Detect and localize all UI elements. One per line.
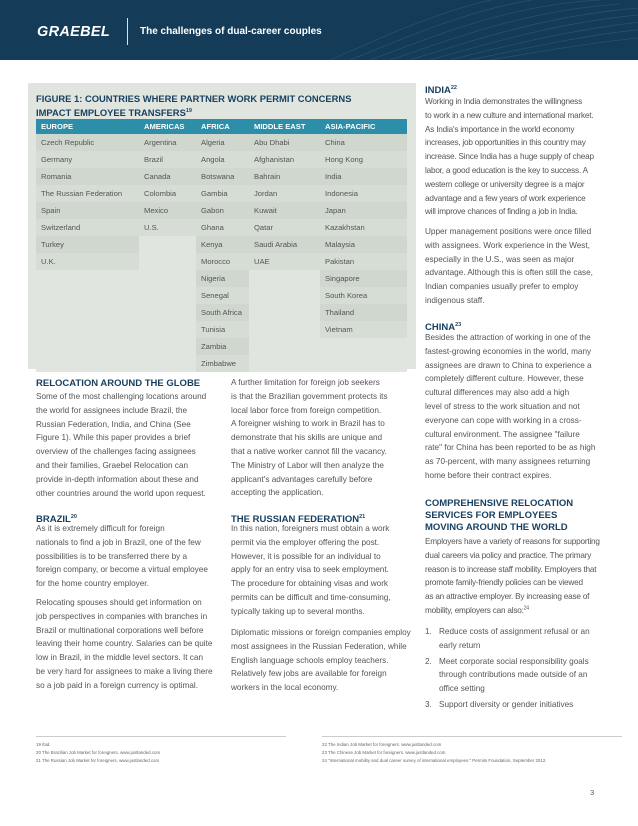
- text-line: reason is to increase staff mobility. Employers that: [425, 564, 597, 574]
- column-header-americas: AMERICAS: [144, 122, 185, 131]
- table-cell: [249, 355, 320, 372]
- text-line: possibilities is to be transferred there by a: [36, 551, 188, 561]
- text-line: rate" for China has been reported to be as high: [425, 443, 596, 453]
- table-cell: [139, 355, 196, 372]
- table-cell: Bahrain: [254, 172, 281, 181]
- text-line: level of stress to the work situation and not: [425, 401, 580, 411]
- table-cell: U.K.: [41, 257, 56, 266]
- column-header-africa: AFRICA: [201, 122, 230, 131]
- text-line: everyone can cope with working in a cross-: [425, 415, 582, 425]
- table-cell: UAE: [254, 257, 270, 266]
- table-cell: [139, 270, 196, 287]
- text-line: applicant's advantages carefully before: [231, 474, 373, 484]
- text-line: fastest-growing economies in the world, many: [425, 346, 592, 356]
- table-cell: Tunisia: [201, 325, 226, 334]
- table-cell: [249, 338, 320, 355]
- table-cell: Romania: [41, 172, 72, 181]
- text-line: will improve chances of finding a job in India.: [425, 207, 578, 217]
- text-line: Working in India demonstrates the willingness: [425, 97, 582, 106]
- table-cell: Malaysia: [325, 240, 355, 249]
- table-cell: Morocco: [201, 257, 231, 266]
- table-cell: [36, 338, 139, 355]
- text-line: through contributions made outside of an: [439, 670, 588, 680]
- list-item-text: [439, 655, 589, 696]
- india-paragraph-2: [425, 225, 620, 308]
- brazil-paragraph-2: [36, 596, 226, 693]
- table-cell: Algeria: [201, 138, 225, 147]
- text-line: and their families, Graebel Relocation can: [36, 460, 189, 470]
- text-line: Indian companies usually prefer to employ: [425, 282, 579, 292]
- table-cell: [36, 321, 139, 338]
- text-line: nationals to find a job in Brazil, one of the few: [36, 537, 201, 547]
- text-line: leaving their home country. Salaries can be quite: [36, 639, 213, 649]
- text-line: other countries around the world upon request.: [36, 488, 206, 498]
- comprehensive-paragraph: [425, 535, 620, 618]
- text-line: The procedure for obtaining visas and work: [231, 579, 389, 589]
- text-line: especially in the U.S., was seen as major: [425, 254, 575, 264]
- text-line: SERVICES FOR EMPLOYEES: [425, 510, 558, 521]
- list-item: [425, 655, 615, 696]
- column-header-asia-pacific: ASIA-PACIFIC: [325, 122, 376, 131]
- table-cell: Colombia: [144, 189, 177, 198]
- table-cell: Kuwait: [254, 206, 277, 215]
- text-line: Diplomatic missions or foreign companies employ: [231, 628, 411, 637]
- india-paragraph-1: [425, 95, 620, 219]
- table-row: [36, 338, 407, 355]
- brazil-paragraph-1: [36, 522, 226, 591]
- text-line: home before their contract expires.: [425, 470, 552, 480]
- text-line: as 70-percent, with many assignees returning: [425, 457, 591, 467]
- table-cell: Zimbabwe: [201, 359, 237, 368]
- text-line: English language schools employ teachers.: [231, 655, 389, 665]
- text-line: overview of the challenges facing assignees: [36, 447, 196, 457]
- text-line: permit via the employer offering the post.: [231, 537, 380, 547]
- text-line: Some of the most challenging locations around: [36, 392, 207, 401]
- list-item-text: [439, 698, 573, 712]
- table-cell: [36, 270, 139, 287]
- table-row: [36, 134, 407, 151]
- table-row: [36, 321, 407, 338]
- figure-1-title: FIGURE 1: COUNTRIES WHERE PARTNER WORK PERMIT CONCERNS IMPACT EMPLOYEE TRANSFERS$^{19}$: [36, 93, 352, 119]
- list-item-text: [439, 625, 590, 653]
- footnote-rule-right: [322, 736, 622, 737]
- text-line: mobility, employers can also:: [425, 605, 524, 615]
- table-cell: Kazakhstan: [325, 223, 365, 232]
- text-line: low in Brazil, in the middle level sectors. It can: [36, 653, 204, 663]
- text-line: promote family-friendly policies can be viewed: [425, 578, 583, 588]
- table-row: [36, 270, 407, 287]
- table-cell: Kenya: [201, 240, 223, 249]
- text-line: As it is extremely difficult for foreign: [36, 524, 165, 533]
- text-line: office setting: [439, 684, 485, 694]
- text-line: A foreigner wishing to work in Brazil has to: [231, 419, 385, 429]
- footnotes-right: [322, 741, 546, 765]
- table-cell: Senegal: [201, 291, 229, 300]
- text-line: 22 The Indian Job Market for foreigners. www.justlanded.com: [322, 742, 442, 747]
- table-cell: [139, 236, 196, 253]
- text-line: assignees are drawn to China to experience a: [425, 360, 592, 370]
- column-header-europe: EUROPE: [41, 122, 74, 131]
- text-line: A further limitation for foreign job seekers: [231, 378, 380, 387]
- text-line: Relatively few jobs are available for foreign: [231, 669, 387, 679]
- table-row: [36, 355, 407, 372]
- table-cell: Gambia: [201, 189, 228, 198]
- table-row: [36, 219, 407, 236]
- table-row: [36, 236, 407, 253]
- text-line: advantage. Although this is often still the case,: [425, 268, 593, 278]
- table-cell: Angola: [201, 155, 225, 164]
- text-line: Employers have a variety of reasons for supporting: [425, 537, 600, 546]
- text-line: be very hard for assignees to make a living there: [36, 666, 213, 676]
- text-line: western college or university degree is a major: [425, 179, 585, 189]
- text-line: early return: [439, 640, 481, 650]
- column-header-middle-east: MIDDLE EAST: [254, 122, 306, 131]
- text-line: Meet corporate social responsibility goals: [439, 656, 589, 666]
- text-line: for the home country employer.: [36, 579, 149, 589]
- table-cell: South Africa: [201, 308, 242, 317]
- heading-brazil: BRAZIL$^{20}$: [36, 514, 77, 526]
- text-line: dual careers via policy and practice. The primary: [425, 550, 592, 560]
- heading-comprehensive-relocation: [425, 498, 573, 534]
- table-cell: [139, 253, 196, 270]
- table-cell: Ghana: [201, 223, 224, 232]
- table-cell: India: [325, 172, 342, 181]
- table-cell: Singapore: [325, 274, 360, 283]
- text-line: increases, job opportunities in this country may: [425, 138, 586, 148]
- text-line: the world for assignees include Brazil, the: [36, 405, 188, 415]
- table-cell: Gabon: [201, 206, 224, 215]
- table-cell: Afghanistan: [254, 155, 295, 164]
- list-item-number: 3.: [425, 699, 432, 709]
- text-line: permits can be difficult and time-consuming,: [231, 592, 391, 602]
- page-header: [0, 0, 638, 60]
- list-item-number: 1.: [425, 627, 432, 636]
- table-cell: Turkey: [41, 240, 64, 249]
- list-item: [425, 698, 615, 712]
- russia-paragraph-2: [231, 626, 421, 695]
- brazil-limitation-paragraph: [231, 376, 421, 500]
- text-line: accepting the application.: [231, 488, 324, 498]
- table-cell: Qatar: [254, 223, 273, 232]
- table-cell: China: [325, 138, 345, 147]
- text-line: indigenous staff.: [425, 295, 485, 305]
- table-row: [36, 304, 407, 321]
- table-cell: Mexico: [144, 206, 169, 215]
- employer-benefits-list: [425, 625, 615, 714]
- table-cell: Spain: [41, 206, 61, 215]
- table-cell: Argentina: [144, 138, 177, 147]
- table-cell: [249, 287, 320, 304]
- country-table-body: [36, 134, 407, 372]
- table-cell: Pakistan: [325, 257, 355, 266]
- text-line: 21 The Russian Job Market for foreigners. www.justlanded.com: [36, 758, 160, 763]
- footnote-rule-left: [36, 736, 286, 737]
- table-row: [36, 202, 407, 219]
- table-cell: The Russian Federation: [41, 189, 123, 198]
- text-line: that a native worker cannot fill the vacancy.: [231, 446, 387, 456]
- text-line: Relocating spouses should get information on: [36, 598, 202, 607]
- text-line: demonstrate that his skills are unique and: [231, 433, 383, 443]
- table-row: [36, 253, 407, 270]
- list-item: [425, 625, 615, 653]
- text-line: job perspectives in companies with branches in: [36, 611, 208, 621]
- table-cell: Germany: [41, 155, 73, 164]
- text-line: cultural differences may also add a high: [425, 388, 570, 398]
- text-line: Support diversity or gender initiatives: [439, 699, 574, 709]
- table-cell: Botswana: [201, 172, 235, 181]
- footnotes-left: [36, 741, 160, 765]
- text-line: 24 "International mobility and dual career survey of international employees." Permits Foundation, September 2012.: [322, 758, 547, 763]
- text-line: advantage and a few years of work experience: [425, 193, 586, 203]
- text-line: as an attractive employer. By increasing ease of: [425, 592, 590, 602]
- text-line: labor, a good education is the key to success. A: [425, 165, 588, 175]
- text-line: Russian Federation, India, and China (See: [36, 419, 191, 429]
- table-cell: Nigeria: [201, 274, 226, 283]
- heading-relocation-around-globe: RELOCATION AROUND THE GLOBE: [36, 378, 201, 389]
- text-line: typically taking up to several months.: [231, 606, 365, 616]
- text-line: The Ministry of Labor will then analyze the: [231, 460, 384, 470]
- heading-russian-federation: THE RUSSIAN FEDERATION$^{21}$: [231, 514, 366, 526]
- table-cell: Canada: [144, 172, 171, 181]
- table-cell: [320, 338, 407, 355]
- table-row: [36, 151, 407, 168]
- text-line: workers in the local economy.: [231, 683, 339, 693]
- table-cell: Hong Kong: [325, 155, 363, 164]
- table-cell: Zambia: [201, 342, 227, 351]
- text-line: 19 Ibid.: [36, 742, 51, 747]
- table-cell: Brazil: [144, 155, 163, 164]
- list-item-number: 2.: [425, 656, 432, 666]
- text-line: Reduce costs of assignment refusal or an: [439, 627, 590, 636]
- text-line: cultural environment. The assignee "failure: [425, 429, 580, 439]
- heading-china: CHINA$^{23}$: [425, 322, 462, 334]
- table-cell: [139, 304, 196, 321]
- russia-paragraph-1: [231, 522, 421, 619]
- text-line: is that the Brazilian government protects its: [231, 391, 388, 401]
- text-line: foreign company, or become a virtual employee: [36, 565, 208, 575]
- text-line: However, it is possible for an individual to: [231, 551, 381, 561]
- table-cell: [249, 304, 320, 321]
- text-line: As India's importance in the world economy: [425, 124, 575, 134]
- table-cell: [139, 321, 196, 338]
- text-line: so a job paid in a foreign currency is optimal.: [36, 680, 199, 690]
- page-number: 3: [590, 788, 595, 797]
- table-cell: Switzerland: [41, 223, 81, 232]
- text-line: provide in-depth information about these and: [36, 474, 199, 484]
- table-cell: [139, 287, 196, 304]
- text-line: most assignees in the Russian Federation, while: [231, 641, 407, 651]
- table-row: [36, 168, 407, 185]
- text-line: Brazil or multinational corporations well before: [36, 625, 204, 635]
- relocation-paragraph: [36, 390, 226, 500]
- text-line: to work in a new culture and international market.: [425, 110, 594, 120]
- heading-india: INDIA$^{22}$: [425, 85, 457, 97]
- table-cell: [36, 304, 139, 321]
- country-table: [36, 119, 407, 372]
- text-line: MOVING AROUND THE WORLD: [425, 522, 568, 533]
- text-line: Figure 1). While this paper provides a brief: [36, 433, 191, 443]
- graebel-logo: GRAEBEL: [37, 24, 110, 40]
- table-cell: Japan: [325, 206, 346, 215]
- country-table-header: [36, 119, 407, 134]
- text-line: COMPREHENSIVE RELOCATION: [425, 498, 574, 509]
- text-line: apply for an entry visa to seek employment.: [231, 565, 389, 575]
- table-cell: Jordan: [254, 189, 278, 198]
- footnote-ref-24: 24: [523, 605, 529, 612]
- table-cell: Vietnam: [325, 325, 353, 334]
- table-cell: South Korea: [325, 291, 368, 300]
- text-line: 20 The Brazilian Job Market for foreigners. www.justlanded.com: [36, 750, 161, 755]
- table-cell: [36, 355, 139, 372]
- china-paragraph: [425, 331, 620, 483]
- table-cell: [139, 338, 196, 355]
- text-line: completely different culture. However, these: [425, 374, 584, 384]
- table-cell: [320, 355, 407, 372]
- text-line: 23 The Chinese Job Market for foreigners. www.justlanded.com: [322, 750, 446, 755]
- text-line: Besides the attraction of working in one of the: [425, 333, 591, 342]
- comprehensive-paragraph-text: [425, 537, 600, 615]
- table-cell: Indonesia: [325, 189, 358, 198]
- text-line: with assignees. Work experience in the West,: [425, 240, 590, 250]
- text-line: increase. Since India has a huge supply of cheap: [425, 152, 594, 162]
- table-cell: [249, 270, 320, 287]
- table-cell: Abu Dhabi: [254, 138, 290, 147]
- table-row: [36, 287, 407, 304]
- table-cell: [249, 321, 320, 338]
- text-line: In this nation, foreigners must obtain a work: [231, 524, 390, 533]
- table-cell: Saudi Arabia: [254, 240, 298, 249]
- table-cell: U.S.: [144, 223, 159, 232]
- text-line: Upper management positions were once filled: [425, 227, 592, 236]
- table-cell: Thailand: [325, 308, 355, 317]
- table-row: [36, 185, 407, 202]
- table-cell: [36, 287, 139, 304]
- text-line: local labor force from foreign competition.: [231, 405, 382, 415]
- header-divider: [127, 18, 128, 45]
- header-title: The challenges of dual-career couples: [140, 26, 322, 37]
- table-cell: Czech Republic: [41, 138, 95, 147]
